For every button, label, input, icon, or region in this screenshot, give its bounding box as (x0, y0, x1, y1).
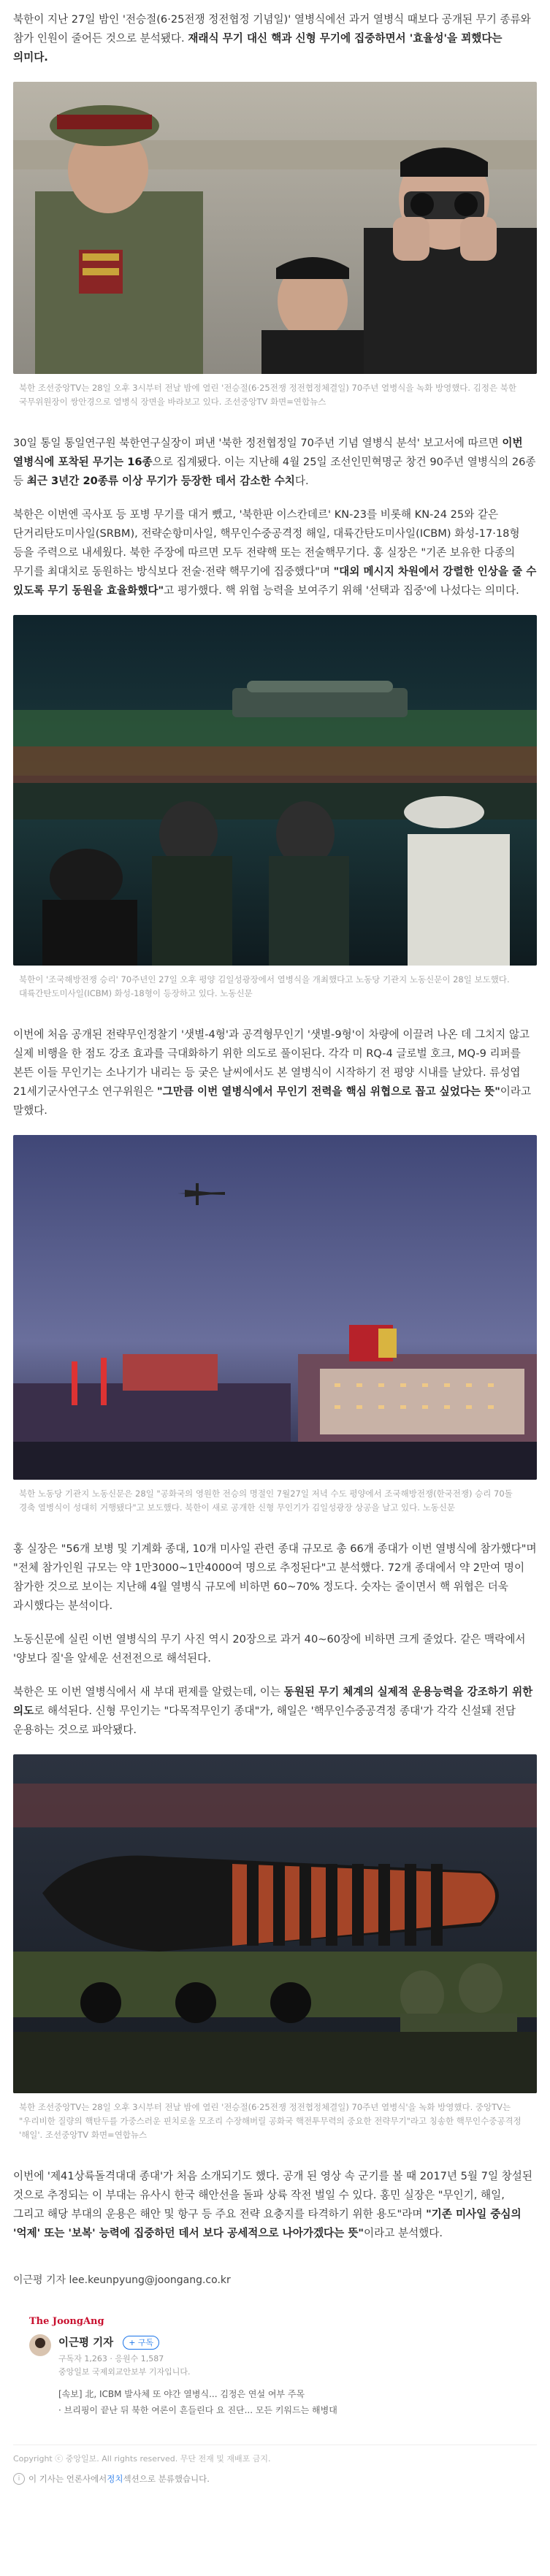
reporter-desc: 중앙일보 국제외교안보부 기자입니다. (58, 2367, 191, 2377)
paragraph-5: 홍 실장은 "56개 보병 및 기계화 종대, 10개 미사일 관련 종대 규모로 총 66개 종대가 이번 열병식에 참가했다"며 "전체 참가인원 규모는 약 1만3000~1만4000여 명으로 추정된다"고 분석했다. 72개 종대에서 약 2만여 명이 참가한 것으로 보이는 지난해 4월 열병식 규모에 비하면 60~70% 정도다. 숫자는 줄이면서 핵 위협은 더욱 과시했다는 분석이다. (13, 1543, 537, 1612)
section-link[interactable]: 정치 (107, 2474, 123, 2484)
reporter-link[interactable]: · 브리핑이 끝난 뒤 북한 여론이 흔들린다 요 진단... 모든 키워드는 해병대 (58, 2405, 337, 2415)
bold-text: "기존 미사일 중심의 '억제' 또는 '보복' 능력에 집중하던 데서 보다 공세적으로 나아가겠다는 뜻" (13, 2208, 522, 2239)
paragraph-2 (13, 434, 537, 491)
paragraph-7 (13, 1683, 537, 1740)
subscribe-button[interactable]: + 구독 (123, 2336, 159, 2350)
reporter-links (58, 2386, 537, 2418)
brand-logo[interactable]: The JoongAng (29, 2316, 104, 2327)
reporter-name[interactable]: 이근평 기자 (58, 2337, 114, 2349)
caption-1: 북한 조선중앙TV는 28일 오후 3시부터 전날 밤에 열린 '전승절(6·25전쟁 정전협정체결일) 70주년 열병식을 녹화 방영했다. 김정은 북한 국무위원장이 쌍안경으로 열병식 장면을 바라보고 있다. 조선중앙TV 화면=연합뉴스 (19, 383, 516, 407)
bold-text: 동원된 무기 체계의 실제적 운용능력을 강조하기 위한 의도 (13, 1686, 533, 1717)
text: 이 기사는 언론사에서 (28, 2474, 107, 2484)
paragraph-6: 노동신문에 실린 이번 열병식의 무기 사진 역시 20장으로 과거 40~60장에 비하면 크게 줄었다. 같은 맥락에서 '양보다 질'을 앞세운 선전전으로 해석된다. (13, 1633, 526, 1665)
paragraph-8 (13, 2167, 537, 2243)
bold-text: 최근 3년간 20종류 이상 무기가 등장한 데서 감소한 수치 (26, 475, 295, 487)
text: 30일 통일 통일연구원 북한연구실장이 펴낸 '북한 정전협정일 70주년 기념 열병식 분석' 보고서에 따르면 (13, 437, 503, 449)
avatar[interactable] (29, 2334, 51, 2356)
byline: 이근평 기자 lee.keunpyung@joongang.co.kr (13, 2274, 231, 2286)
bold-text: 재래식 무기 대신 핵과 신형 무기에 집중하면서 '효율성'을 꾀했다는 의미다. (13, 32, 503, 64)
text: 북한은 또 이번 열병식에서 새 부대 편제를 알렸는데, 이는 (13, 1686, 284, 1698)
paragraph-3 (13, 505, 537, 600)
caption-4: 북한 조선중앙TV는 28일 오후 3시부터 전날 밤에 열린 '전승절(6·25전쟁 정전협정체결일) 70주년 열병식'을 녹화 방영했다. 중앙TV는 "우리비한 질량의 핵탄두를 가중스러운 핀치로울 모조리 수장해버릴 공화국 핵전투무력의 중요한 전략무기"라고 칭송한 핵무인수중공격정 '해일'. 조선중앙TV 화면=연합뉴스 (19, 2102, 522, 2140)
photo-drone-flyover (13, 1135, 537, 1480)
paragraph-1 (13, 10, 537, 67)
text: 으로 집계됐다. 이는 지난해 4월 25일 조선인민혁명군 창건 90주년 열병식의 26종 등 (13, 456, 536, 487)
text: 섹션으로 분류했습니다. (123, 2474, 210, 2484)
reporter-link[interactable]: [속보] 北, ICBM 발사체 또 야간 열병식... 김정은 연설 여부 주목 (58, 2389, 305, 2399)
text: 로 해석된다. 신형 무인기는 "다목적무인기 종대"가, 해일은 '핵무인수중공격정 종대'가 각각 신설돼 전담 운용하는 것으로 파악됐다. (13, 1705, 516, 1736)
text: 이라고 분석했다. (364, 2227, 443, 2239)
article (13, 0, 537, 2485)
text: 북한은 이번엔 곡사포 등 포병 무기를 대거 뺐고, '북한판 이스칸데르' KN-23를 비롯해 KN-24 25와 같은 단거리탄도미사일(SRBM), 전략순항미사일, 핵무인수중공격정 해일, 대륙간탄도미사일(ICBM) 화성-17·18형 등을 주력으로 내세웠다. 북한 주장에 따르면 모두 전략핵 또는 전술핵무기다. 홍 실장은 "기존 보유한 다종의 무기를 최대치로 동원하는 방식보다 전술·전략 핵무기에 집중했다"며 (13, 508, 520, 578)
copyright: Copyright ⓒ 중앙일보. All rights reserved. 무단 전재 및 재배포 금지. (13, 2445, 537, 2464)
text: 이번에 '제41상륙돌격대대 종대'가 처음 소개되기도 했다. 공개 된 영상 속 군기를 볼 때 2017년 5월 7일 창설된 것으로 추정되는 이 부대는 유사시 한국 해안선을 돌파 상륙 작전 벌일 수 있다. 홍민 실장은 "무인기, 해일, 그리고 해당 부대의 운용은 해안 및 항구 등 주요 전략 요충지를 타격하기 위한 용도"라며 (13, 2170, 532, 2220)
reporter-card (29, 2334, 537, 2377)
text: 고 평가했다. 핵 위협 능력을 보여주기 위해 '선택과 집중'에 나섰다는 의미다. (164, 584, 519, 597)
text: 이라고 말했다. (13, 1085, 532, 1117)
text: 이번에 처음 공개된 전략무인정찰기 '샛별-4형'과 공격형무인기 '샛별-9형'이 차량에 이끌려 나온 데 그치지 않고 실제 비행을 한 점도 강조 효과를 극대화하기 위한 의도로 풀이된다. 각각 미 RQ-4 글로벌 호크, MQ-9 리퍼를 본뜬 이들 무인기는 소나기가 내리는 등 궂은 날씨에서도 본 열병식이 시작하기 전 평양 시내를 날았다. 류성엽 21세기군사연구소 연구위원은 (13, 1028, 530, 1098)
info-icon: i (13, 2473, 25, 2485)
photo-kim-binoculars (13, 82, 537, 374)
text: 다. (294, 475, 309, 487)
caption-2: 북한이 '조국해방전쟁 승리' 70주년인 27일 오후 평양 김일성광장에서 열병식을 개최했다고 노동당 기관지 노동신문이 28일 보도했다. 대륙간탄도미사일(ICBM) 화성-18형이 등장하고 있다. 노동신문 (19, 974, 510, 998)
bold-text: "대외 메시지 차원에서 강렬한 인상을 줄 수 있도록 무기 동원을 효율화했다" (13, 565, 537, 597)
paragraph-4 (13, 1025, 537, 1120)
text: 북한이 지난 27일 밤인 '전승절(6·25전쟁 정전협정 기념일)' 열병식에선 과거 열병식 때보다 공개된 무기 종류와 참가 인원이 줄어든 것으로 분석됐다. (13, 13, 531, 45)
photo-icbm-parade (13, 615, 537, 966)
bold-text: "그만큼 이번 열병식에서 무인기 전력을 핵심 위협으로 꼽고 싶었다는 뜻" (157, 1085, 500, 1098)
reporter-meta: 구독자 1,263 · 응원수 1,587 (58, 2354, 164, 2363)
photo-haeil-drone (13, 1754, 537, 2093)
caption-3: 북한 노동당 기관지 노동신문은 28일 "공화국의 영원한 전승의 명절인 7월27일 저녁 수도 평양에서 조국해방전쟁(한국전쟁) 승리 70돌 경축 열병식이 성대히 거행됐다"고 보도했다. 북한이 새로 공개한 신형 무인기가 김일성광장 상공을 날고 있다. 노동신문 (19, 1488, 513, 1513)
bold-text: 이번 열병식에 포착된 무기는 16종 (13, 437, 523, 468)
section-note (13, 2473, 537, 2485)
